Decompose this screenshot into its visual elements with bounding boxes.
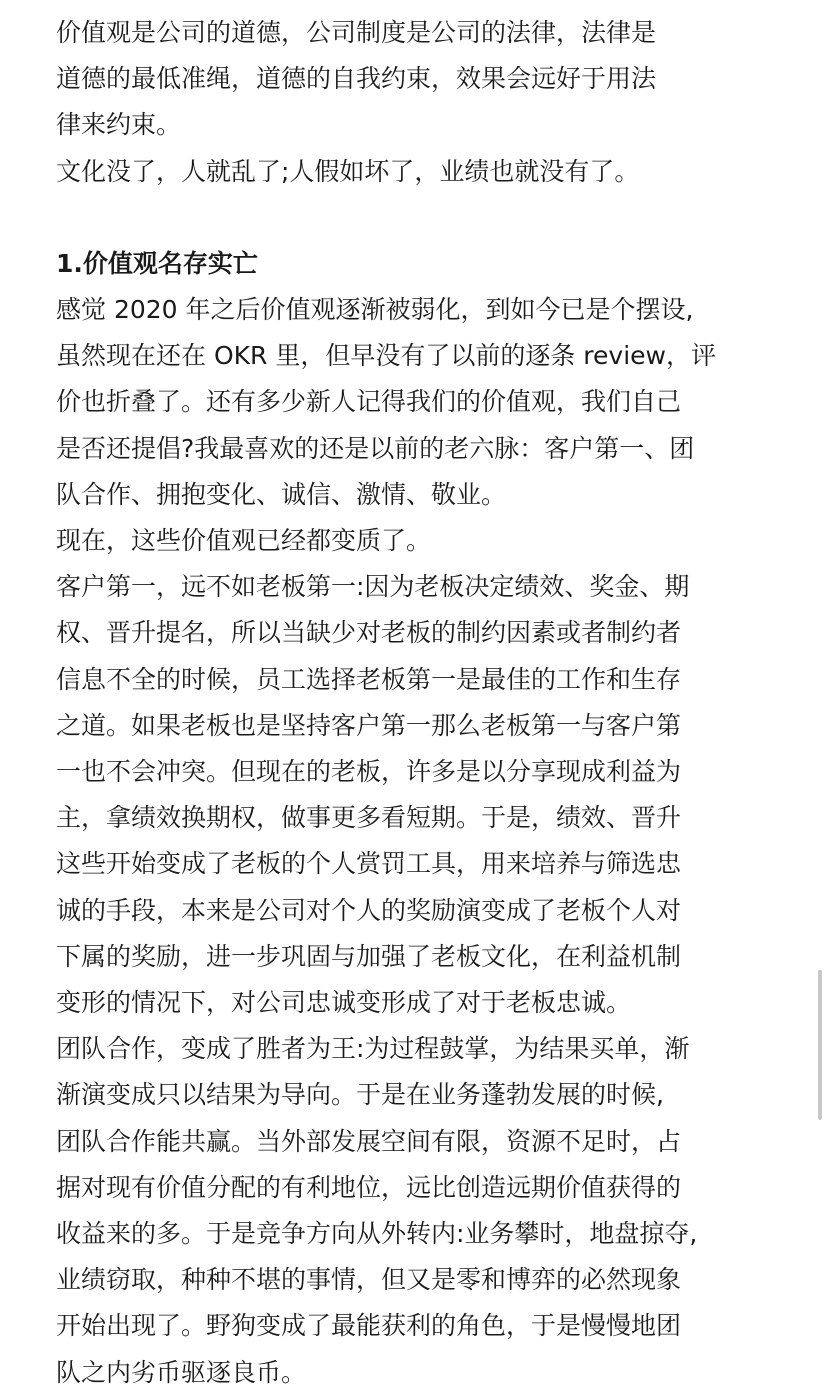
- text-line: 信息不全的时候，员工选择老板第一是最佳的工作和生存: [56, 664, 682, 694]
- text-line: 一也不会冲突。但现在的老板，许多是以分享现成利益为: [56, 757, 682, 787]
- text-line: 现在，这些价值观已经都变质了。: [56, 526, 432, 556]
- text-line: 团队合作能共赢。当外部发展空间有限，资源不足时，占: [56, 1126, 682, 1156]
- text-line: 诚的手段，本来是公司对个人的奖励演变成了老板个人对: [56, 895, 682, 925]
- text-line: 律来约束。: [56, 110, 182, 140]
- text-line: 队合作、拥抱变化、诚信、激情、敬业。: [56, 479, 507, 509]
- text-line: 变形的情况下，对公司忠诚变形成了对于老板忠诚。: [56, 988, 632, 1018]
- text-line: 价也折叠了。还有多少新人记得我们的价值观，我们自己: [56, 387, 682, 417]
- text-line: 队之内劣币驱逐良币。: [56, 1357, 307, 1387]
- paragraph-gap: [56, 195, 796, 241]
- text-line: 下属的奖励，进一步巩固与加强了老板文化，在利益机制: [56, 941, 682, 971]
- text-line: 客户第一，远不如老板第一:因为老板决定绩效、奖金、期: [56, 572, 690, 602]
- text-line: 这些开始变成了老板的个人赏罚工具，用来培养与筛选忠: [56, 849, 682, 879]
- text-line: 开始出现了。野狗变成了最能获利的角色，于是慢慢地团: [56, 1311, 682, 1341]
- text-line: 收益来的多。于是竞争方向从外转内:业务攀时，地盘掠夺,: [56, 1219, 698, 1249]
- text-line: 业绩窃取，种种不堪的事情，但又是零和博弈的必然现象: [56, 1265, 682, 1295]
- paragraph-values-changed: [56, 518, 796, 564]
- paragraph-customer-first: [56, 564, 796, 1026]
- text-line: 是否还提倡?我最喜欢的还是以前的老六脉：客户第一、团: [56, 433, 695, 463]
- text-line: 价值观是公司的道德，公司制度是公司的法律，法律是: [56, 18, 657, 47]
- text-line: 渐演变成只以结果为导向。于是在业务蓬勃发展的时候,: [56, 1080, 664, 1110]
- text-line: 据对现有价值分配的有利地位，远比创造远期价值获得的: [56, 1172, 682, 1202]
- section-heading: 1.价值观名存实亡: [56, 248, 258, 278]
- text-line: 虽然现在还在 OKR 里，但早没有了以前的逐条 review，评: [56, 341, 716, 371]
- text-line: 道德的最低准绳，道德的自我约束，效果会远好于用法: [56, 64, 657, 94]
- paragraph-values-weakened: [56, 287, 796, 518]
- intro-paragraph: [56, 10, 796, 149]
- intro-paragraph-2: [56, 149, 796, 195]
- scrollbar-thumb[interactable]: [818, 970, 822, 1120]
- text-line: 文化没了，人就乱了;人假如坏了，业绩也就没有了。: [56, 156, 640, 186]
- text-line: 主，拿绩效换期权，做事更多看短期。于是，绩效、晋升: [56, 803, 682, 833]
- text-line: 团队合作，变成了胜者为王:为过程鼓掌，为结果买单，渐: [56, 1034, 690, 1064]
- article-body: [56, 10, 796, 1396]
- text-line: 之道。如果老板也是坚持客户第一那么老板第一与客户第: [56, 710, 682, 740]
- text-line: 权、晋升提名，所以当缺少对老板的制约因素或者制约者: [56, 618, 682, 648]
- paragraph-teamwork: [56, 1026, 796, 1396]
- text-line: 感觉 2020 年之后价值观逐渐被弱化，到如今已是个摆设,: [56, 295, 694, 325]
